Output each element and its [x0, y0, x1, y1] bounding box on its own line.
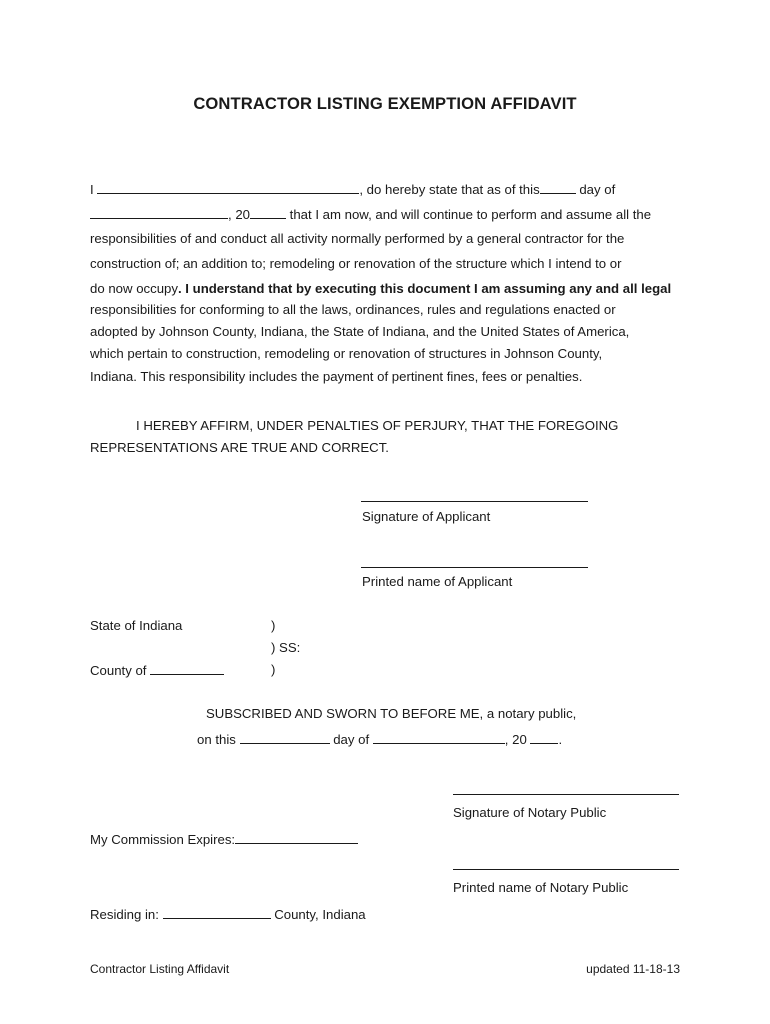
- residing-blank[interactable]: [163, 906, 271, 919]
- state-label: State of Indiana: [90, 618, 183, 633]
- county-blank[interactable]: [150, 662, 224, 675]
- notary-text: on this: [197, 732, 240, 747]
- sworn-date-line: [197, 731, 562, 747]
- body-text: , do hereby state that as of this: [359, 182, 540, 197]
- notary-month-blank[interactable]: [373, 731, 505, 744]
- notary-signature-line[interactable]: [453, 794, 679, 795]
- body-line-4: construction of; an addition to; remodeling or renovation of the structure which I intend to or: [90, 256, 622, 271]
- residing-label: Residing in:: [90, 907, 163, 922]
- applicant-signature-label: Signature of Applicant: [362, 509, 491, 524]
- commission-expires-line: [90, 831, 358, 847]
- county-label: County of: [90, 663, 151, 678]
- body-line-2: [90, 206, 651, 222]
- body-text: . I understand that by executing this document I am assuming any and all legal: [177, 281, 672, 296]
- body-line-9: Indiana. This responsibility includes the payment of pertinent fines, fees or penalties.: [90, 369, 583, 384]
- body-text: do now occupy: [90, 281, 178, 296]
- body-line-5: [90, 281, 671, 296]
- venue-paren: ): [271, 618, 276, 633]
- body-text: , 20: [228, 207, 250, 222]
- applicant-printed-name-label: Printed name of Applicant: [362, 574, 513, 589]
- applicant-signature-line[interactable]: [361, 501, 588, 502]
- affirm-line-1: I HEREBY AFFIRM, UNDER PENALTIES OF PERJURY, THAT THE FOREGOING: [136, 418, 619, 433]
- body-line-6: responsibilities for conforming to all the laws, ordinances, rules and regulations enacted or: [90, 302, 616, 317]
- notary-printed-name-label: Printed name of Notary Public: [453, 880, 629, 895]
- body-text: I: [90, 182, 98, 197]
- notary-signature-label: Signature of Notary Public: [453, 805, 607, 820]
- venue-paren: ): [271, 662, 276, 677]
- body-text: day of: [575, 182, 616, 197]
- body-text: that I am now, and will continue to perform and assume all the: [286, 207, 652, 222]
- commission-blank[interactable]: [235, 831, 358, 844]
- venue-ss: ) SS:: [271, 640, 301, 655]
- year-blank[interactable]: [250, 206, 286, 219]
- footer-left: Contractor Listing Affidavit: [90, 962, 230, 976]
- notary-text: , 20: [504, 732, 531, 747]
- residing-suffix: County, Indiana: [270, 907, 366, 922]
- notary-text: .: [558, 732, 563, 747]
- footer-right: updated 11-18-13: [586, 962, 680, 976]
- county-line: [90, 662, 224, 678]
- notary-text: day of: [329, 732, 373, 747]
- notary-printed-name-line[interactable]: [453, 869, 679, 870]
- applicant-printed-name-line[interactable]: [361, 567, 588, 568]
- sworn-statement: SUBSCRIBED AND SWORN TO BEFORE ME, a notary public,: [206, 706, 577, 721]
- notary-day-blank[interactable]: [240, 731, 330, 744]
- body-line-8: which pertain to construction, remodeling or renovation of structures in Johnson County,: [90, 346, 603, 361]
- notary-year-blank[interactable]: [530, 731, 558, 744]
- document-title: CONTRACTOR LISTING EXEMPTION AFFIDAVIT: [193, 94, 577, 113]
- body-line-3: responsibilities of and conduct all activity normally performed by a general contractor for the: [90, 231, 625, 246]
- body-line-7: adopted by Johnson County, Indiana, the State of Indiana, and the United States of America,: [90, 324, 630, 339]
- affirm-line-2: REPRESENTATIONS ARE TRUE AND CORRECT.: [90, 440, 389, 455]
- commission-label: My Commission Expires:: [90, 832, 236, 847]
- name-blank[interactable]: [97, 181, 359, 194]
- residing-line: [90, 906, 366, 922]
- month-blank[interactable]: [90, 206, 228, 219]
- day-blank[interactable]: [540, 181, 576, 194]
- body-line-1: [90, 181, 615, 197]
